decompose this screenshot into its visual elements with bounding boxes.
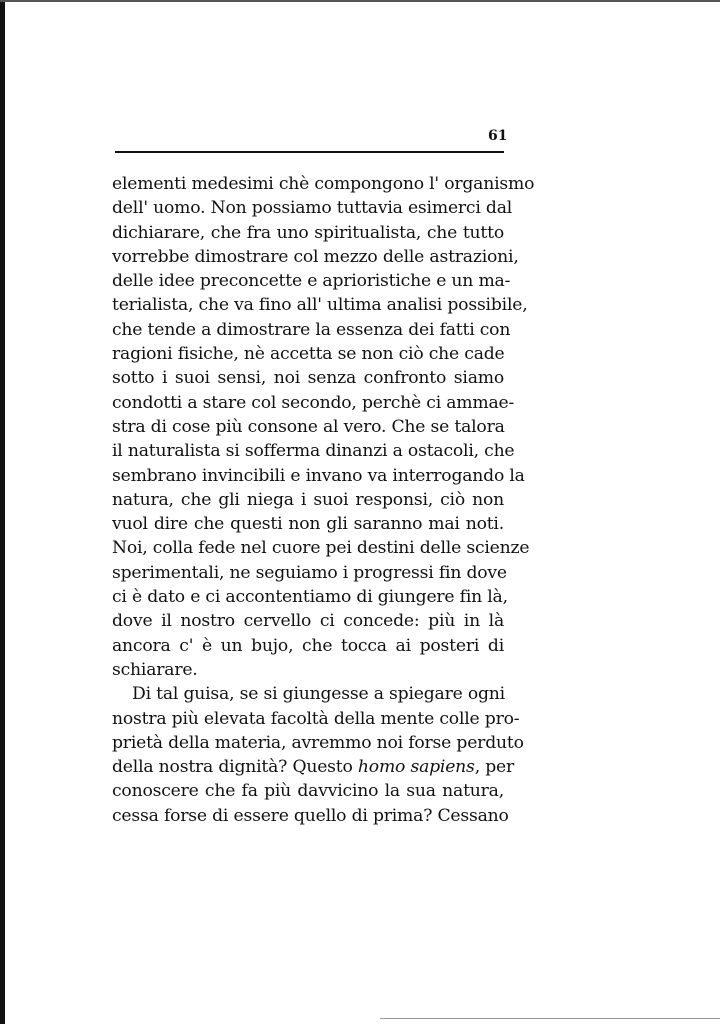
italic-term: homo sapiens: [357, 757, 475, 778]
scan-edge-left: [0, 0, 5, 1024]
text-line: ci è dato e ci accontentiamo di giungere fin là,: [112, 587, 508, 608]
text-line: delle idee preconcette e aprioristiche e un ma-: [112, 271, 511, 292]
text-line: dell' uomo. Non possiamo tuttavia esimerci dal: [112, 198, 513, 219]
text-line: [112, 755, 515, 779]
scan-edge-bottom: [380, 1018, 720, 1019]
text-line: sotto i suoi sensi, noi senza confronto siamo: [112, 368, 504, 389]
text-line: condotti a stare col secondo, perchè ci ammae-: [112, 392, 515, 413]
text-line: dichiarare, che fra uno spiritualista, che tutto: [112, 222, 504, 243]
text-line: conoscere che fa più davvicino la sua natura,: [112, 781, 504, 802]
text-line: vuol dire che questi non gli saranno mai noti.: [112, 514, 504, 535]
text-line: stra di cose più consone al vero. Che se talora: [112, 416, 505, 437]
body-text: [112, 172, 535, 828]
text-line: Noi, colla fede nel cuore pei destini delle scienze: [112, 538, 530, 559]
text-line: sperimentali, ne seguiamo i progressi fin dove: [112, 562, 507, 583]
text-line: il naturalista si sofferma dinanzi a ostacoli, che: [112, 441, 515, 462]
text-line: terialista, che va fino all' ultima analisi possibile,: [112, 295, 528, 316]
text-segment: della nostra dignità? Questo: [112, 757, 358, 778]
text-line: natura, che gli niega i suoi responsi, ciò non: [112, 489, 504, 510]
text-line: dove il nostro cervello ci concede: più in là: [112, 611, 504, 632]
page-number: 61: [488, 128, 508, 144]
text-line: schiarare.: [112, 659, 198, 680]
text-line: elementi medesimi chè compongono l' organismo: [112, 174, 535, 194]
text-line: ragioni fisiche, nè accetta se non ciò che cade: [112, 344, 505, 365]
text-segment: , per: [474, 757, 515, 778]
header-rule: [115, 151, 504, 153]
text-line: prietà della materia, avremmo noi forse perduto: [112, 732, 524, 753]
scan-edge-top: [0, 0, 720, 2]
text-line: ancora c' è un bujo, che tocca ai posteri di: [112, 635, 504, 656]
text-line: che tende a dimostrare la essenza dei fatti con: [112, 319, 511, 340]
text-line: cessa forse di essere quello di prima? Cessano: [112, 805, 509, 826]
text-line-paragraph-start: Di tal guisa, se si giungesse a spiegare ogni: [132, 684, 505, 705]
text-line: nostra più elevata facoltà della mente colle pro-: [112, 708, 520, 729]
text-line: vorrebbe dimostrare col mezzo delle astrazioni,: [112, 246, 519, 267]
text-line: sembrano invincibili e invano va interrogando la: [112, 465, 525, 486]
